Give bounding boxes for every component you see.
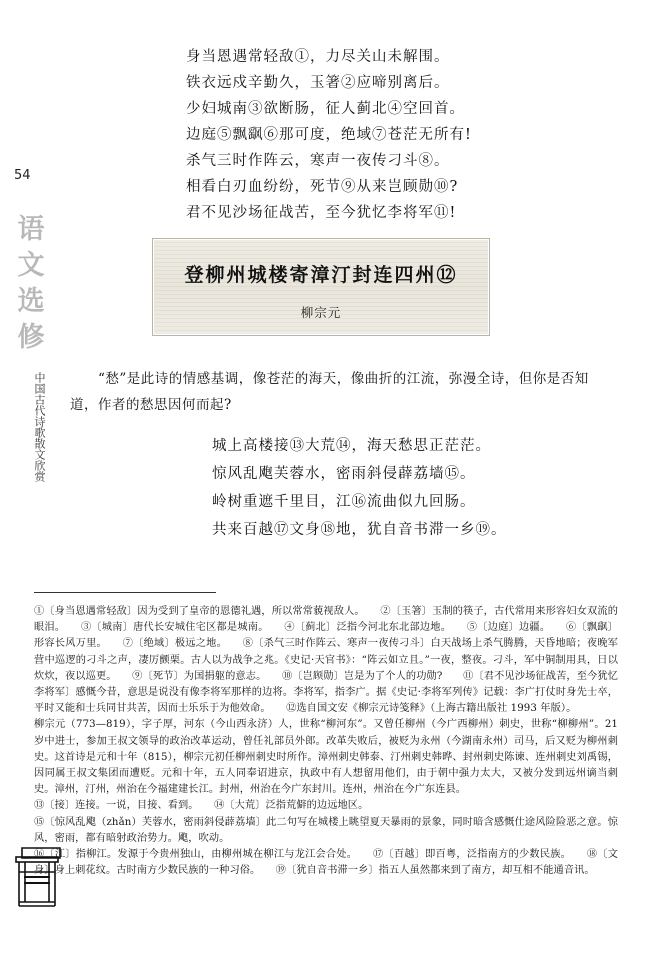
footnote-paragraph: 柳宗元（773—819），字子厚，河东（今山西永济）人，世称“柳河东”。又曾任柳州（今广西柳州）刺史，世称“柳柳州”。21 岁中进士，参加王叔文领导的政治改革运动，曾任礼部员外郎。改革失败后，被贬为永州（今湖南永州）司马，后又贬为柳州刺史。这首诗是元和十年（815），柳宗元初任柳州刺史时所作。漳州刺史韩泰、汀州刺史韩晔、封州刺史陈谏、连州刺史刘禹锡，因同属王叔文集团而遭贬。元和十年，五人同奉诏进京，执政中有人想留用他们，由于朝中强力太大，又被分发到远州谪当刺史。漳州，汀州，州治在今福建建长江。封州，州治在今广东封川。连州，州治在今广东连县。	[34, 719, 618, 796]
sidebar-series-title	[8, 212, 54, 356]
sidebar-series-title-char-3: 选	[17, 286, 45, 317]
poem-top-line: 相看白刃血纷纷，死节⑨从来岂顾勋⑩?	[186, 179, 459, 195]
poem-top-line: 杀气三时作阵云，寒声一夜传刁斗⑧。	[186, 153, 450, 169]
prose-paragraph: “愁”是此诗的情感基调，像苍茫的海天，像曲折的江流，弥漫全诗，但你是否知道，作者的愁思因何而起?	[70, 371, 589, 413]
sidebar-series-title-char-2: 文	[17, 250, 45, 281]
poem-bottom-line: 岭树重遮千里目，江⑯流曲似九回肠。	[212, 494, 476, 510]
sidebar-subtitle: 中国古代诗歌散文欣赏	[33, 372, 46, 482]
sidebar-series-title-char-1: 语	[17, 214, 45, 245]
poem-title: 登柳州城楼寄漳汀封连四州⑫	[184, 264, 458, 286]
poem-bottom-line: 共来百越⑰文身⑱地，犹自音书滞一乡⑲。	[212, 522, 507, 538]
poem-bottom-line: 城上高楼接⑬大荒⑭，海天愁思正茫茫。	[212, 438, 491, 454]
sidebar-series-title-char-4: 修	[17, 322, 45, 353]
poem-bottom-block	[212, 432, 632, 544]
poem-title-plaque	[152, 238, 490, 336]
footnote-paragraph: ⑮〔惊风乱飑（zhǎn）芙蓉水，密雨斜侵薜荔墙〕此二句写在城楼上眺望夏天暴雨的景象，同时暗含感慨仕途风险险恶之意。惊风，密雨，都有暗射政治势力。飑，吹动。	[34, 816, 618, 844]
poem-top-line: 君不见沙场征战苦，至今犹忆李将军⑪!	[186, 205, 457, 221]
page-number: 54	[14, 168, 31, 183]
poem-bottom-line: 惊风乱飑芙蓉水，密雨斜侵薜荔墙⑮。	[212, 466, 476, 482]
footnote-divider	[34, 592, 216, 593]
poem-author: 柳宗元	[300, 305, 342, 320]
footnote-paragraph: ①〔身当恩遇常轻敌〕因为受到了皇帝的恩德礼遇，所以常常藐视敌人。 ②〔玉箸〕玉制的筷子，古代常用来形容妇女双流的眼泪。 ③〔城南〕唐代长安城住宅区都是城南。 ④〔蓟北〕泛指今河北东北部边地。 ⑤〔边庭〕边疆。 ⑥〔飘飖〕形容长风万里。 ⑦〔绝域〕极远之地。 ⑧〔杀气三时作阵云、寒声一夜传刁斗〕白天战场上杀气腾腾，天昏地暗；夜晚军营中巡逻的刁斗之声，凄厉颤栗。古人以为战争之兆。《史记·天官书》：“阵云如立且。”一夜，整夜。刁斗，军中铜制用具，日以炊炊，夜以巡更。 ⑨〔死节〕为国捐躯的意志。 ⑩〔岂顾勋〕岂是为了个人的功勋? ⑪〔君不见沙场征战苦，至今犹忆李将军〕感慨今昔，意思是说没有像李将军那样的边将。李将军，指李广。据《史记·李将军列传》记载：李广打仗时身先士卒，平时又能和士兵同甘共苦，因而士乐乐于为他效命。 ⑫选自国文安《柳宗元诗笺释》（上海古籍出版社 1993 年版）。	[34, 606, 618, 715]
footnote-paragraph: ⑯〔江〕指柳江。发源于今贵州独山，由柳州城在柳江与龙江会合处。 ⑰〔百越〕即百粤，泛指南方的少数民族。 ⑱〔文身〕身上刺花纹。古时南方少数民族的一种习俗。 ⑲〔犹自音书滞一乡〕指五人虽然都来到了南方，却互相不能通音讯。	[34, 849, 618, 877]
poem-top-line: 边庭⑤飘飖⑥那可度，绝域⑦苍茫无所有!	[186, 127, 472, 143]
footnotes-block	[34, 604, 618, 879]
poem-top-line: 铁衣远戍辛勤久，玉箸②应啼别离后。	[186, 75, 450, 91]
poem-top-line: 身当恩遇常轻敌①，力尽关山未解围。	[186, 49, 450, 65]
poem-top-line: 少妇城南③欲断肠，征人蓟北④空回首。	[186, 101, 465, 117]
footnote-paragraph: ⑬〔接〕连接。一说，目接、看到。 ⑭〔大荒〕泛指荒僻的边远地区。	[34, 800, 369, 812]
poem-top-block	[186, 44, 616, 226]
